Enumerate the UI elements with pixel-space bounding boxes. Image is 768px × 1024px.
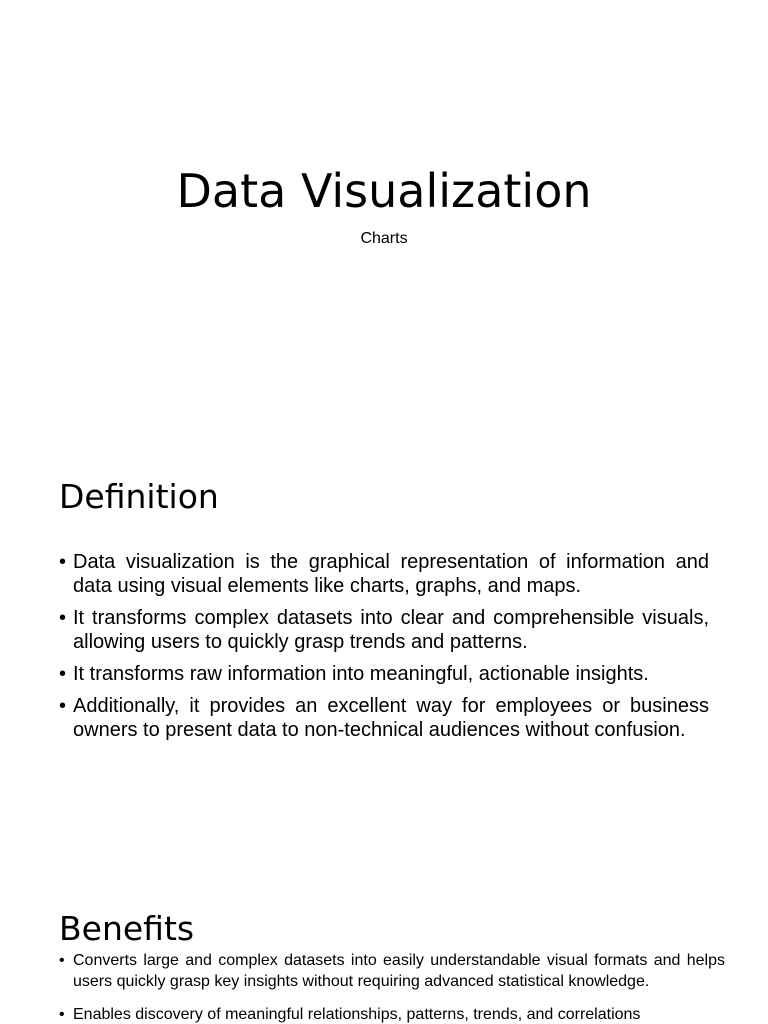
bullet-item: • It transforms complex datasets into clear and comprehensible visuals, allowing users to quickly grasp trends and patterns.	[59, 606, 709, 654]
definition-slide	[0, 432, 768, 864]
bullet-item: • It transforms raw information into meaningful, actionable insights.	[59, 662, 709, 686]
slide-heading: Definition	[59, 477, 219, 516]
bullet-item: • Additionally, it provides an excellent way for employees or business owners to present data to non-technical audiences without confusion.	[59, 694, 709, 742]
slide-heading: Benefits	[59, 909, 195, 948]
slide-title: Data Visualization	[176, 164, 592, 218]
benefits-slide	[0, 864, 768, 1024]
bullet-item: • Enables discovery of meaningful relationships, patterns, trends, and correlations	[59, 1004, 725, 1024]
slide-subtitle: Charts	[360, 230, 408, 247]
bullet-list	[59, 950, 725, 1024]
bullet-list	[59, 550, 709, 750]
title-slide	[0, 0, 768, 432]
bullet-item: • Converts large and complex datasets into easily understandable visual formats and helps users quickly grasp key insights without requiring advanced statistical knowledge.	[59, 950, 725, 992]
bullet-item: • Data visualization is the graphical representation of information and data using visual elements like charts, graphs, and maps.	[59, 550, 709, 598]
